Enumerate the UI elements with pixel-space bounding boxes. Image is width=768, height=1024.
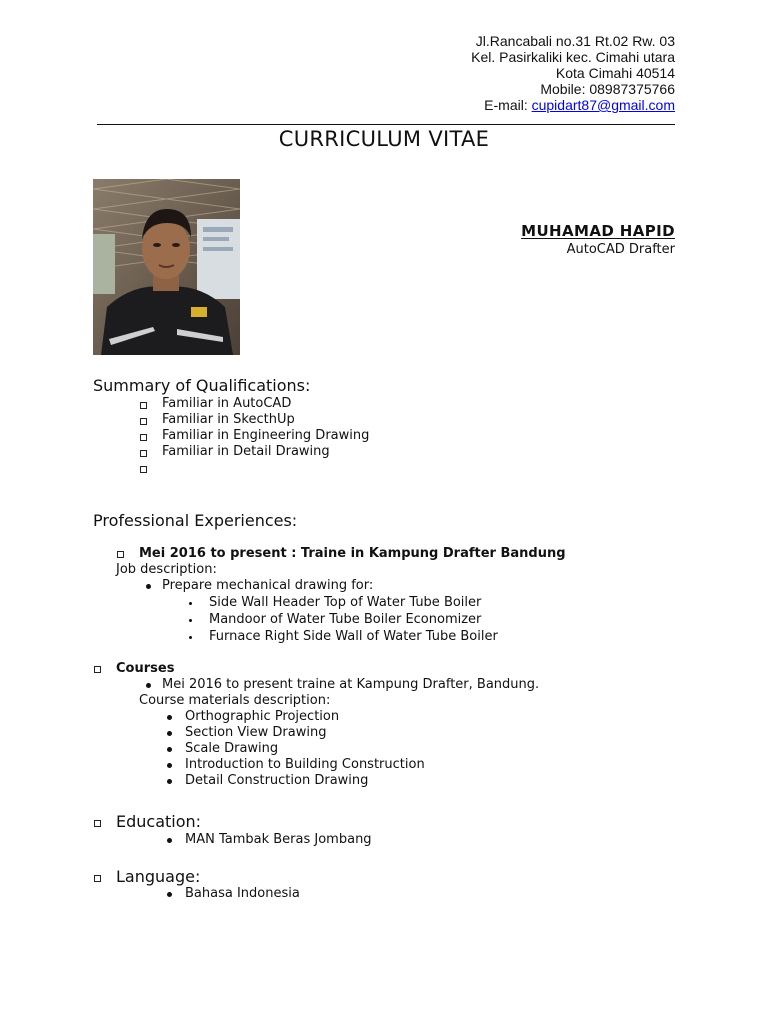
subtask-bullet — [189, 619, 192, 622]
contact-address-block — [471, 33, 675, 113]
job-description-label: Job description: — [116, 562, 217, 577]
email-line — [471, 97, 675, 113]
summary-item: Familiar in Engineering Drawing — [162, 428, 370, 443]
candidate-role: AutoCAD Drafter — [566, 242, 675, 257]
header-divider — [97, 124, 675, 125]
summary-item: Familiar in Detail Drawing — [162, 444, 330, 459]
candidate-name: MUHAMAD HAPID — [521, 222, 675, 240]
address-line-1: Jl.Rancabali no.31 Rt.02 Rw. 03 — [475, 33, 675, 49]
email-link[interactable]: cupidart87@gmail.com — [531, 97, 675, 113]
summary-bullet — [140, 466, 147, 473]
profile-photo — [93, 179, 240, 355]
course-materials-label: Course materials description: — [139, 693, 331, 708]
education-heading: Education: — [116, 812, 202, 831]
subtask-bullet — [189, 636, 192, 639]
experience-bullet — [117, 551, 124, 558]
course-material: Introduction to Building Construction — [185, 757, 425, 772]
task-bullet — [146, 584, 151, 589]
address-line-3: Kota Cimahi 40514 — [555, 65, 675, 81]
document-title: CURRICULUM VITAE — [278, 127, 490, 151]
job-title: Mei 2016 to present : Traine in Kampung Drafter Bandung — [139, 546, 566, 561]
summary-item: Familiar in SkecthUp — [162, 412, 295, 427]
job-subtask: Mandoor of Water Tube Boiler Economizer — [209, 612, 482, 627]
language-item-bullet — [167, 892, 172, 897]
language-bullet — [94, 875, 101, 882]
summary-bullet — [140, 402, 147, 409]
courses-bullet — [94, 666, 101, 673]
education-bullet — [94, 820, 101, 827]
address-line-2: Kel. Pasirkaliki kec. Cimahi utara — [471, 49, 675, 65]
education-item-bullet — [167, 838, 172, 843]
course-material: Orthographic Projection — [185, 709, 340, 724]
language-heading: Language: — [116, 867, 201, 886]
summary-bullet — [140, 434, 147, 441]
course-entry-bullet — [146, 683, 151, 688]
course-material-bullet — [167, 731, 172, 736]
course-material: Scale Drawing — [185, 741, 279, 756]
education-item: MAN Tambak Beras Jombang — [185, 832, 372, 847]
job-task: Prepare mechanical drawing for: — [162, 578, 374, 593]
job-subtask: Side Wall Header Top of Water Tube Boiler — [209, 595, 482, 610]
subtask-bullet — [189, 602, 192, 605]
course-material: Section View Drawing — [185, 725, 327, 740]
summary-bullet — [140, 418, 147, 425]
language-item: Bahasa Indonesia — [185, 886, 300, 901]
course-material-bullet — [167, 715, 172, 720]
course-material-bullet — [167, 763, 172, 768]
summary-heading: Summary of Qualifications: — [93, 376, 311, 395]
summary-bullet — [140, 450, 147, 457]
courses-heading: Courses — [116, 661, 175, 676]
job-subtask: Furnace Right Side Wall of Water Tube Boiler — [209, 629, 498, 644]
mobile-number: Mobile: 08987375766 — [540, 81, 675, 97]
course-material-bullet — [167, 779, 172, 784]
course-entry: Mei 2016 to present traine at Kampung Drafter, Bandung. — [162, 677, 540, 692]
email-label: E-mail: — [484, 97, 532, 113]
profile-photo-illustration — [93, 179, 240, 355]
experience-heading: Professional Experiences: — [93, 511, 298, 530]
course-material: Detail Construction Drawing — [185, 773, 369, 788]
course-material-bullet — [167, 747, 172, 752]
summary-item: Familiar in AutoCAD — [162, 396, 292, 411]
